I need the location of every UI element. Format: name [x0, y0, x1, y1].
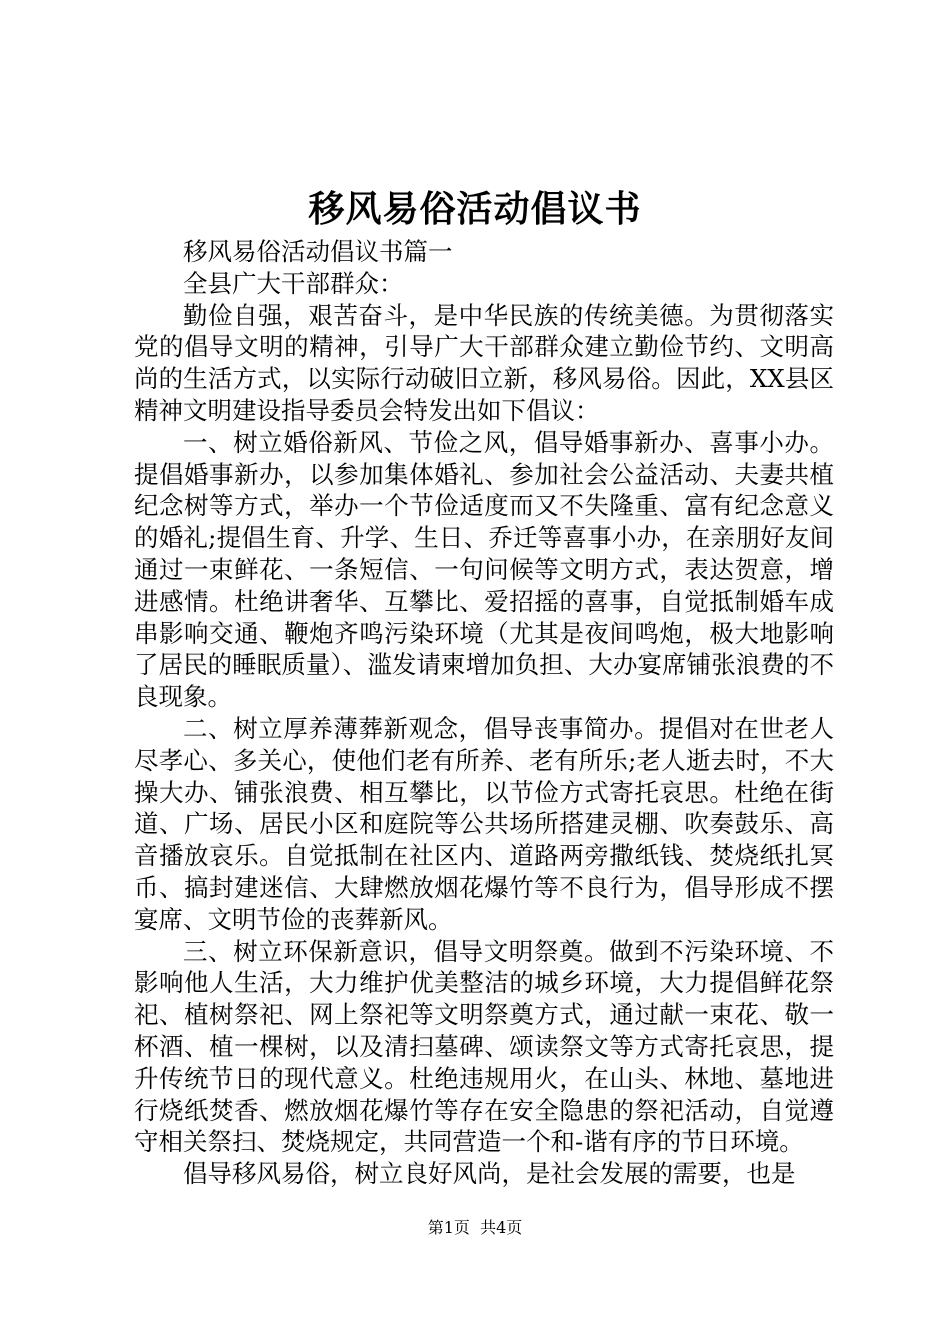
paragraph-intro: 勤俭自强，艰苦奋斗，是中华民族的传统美德。为贯彻落实党的倡导文明的精神，引导广大干部群众建立勤俭节约、文明高尚的生活方式，以实际行动破旧立新，移风易俗。因此，XX县区精神文明建设指导委员会特发出如下倡议： — [134, 300, 834, 425]
paragraph-salutation: 全县广大干部群众： — [183, 268, 404, 298]
page-footer — [0, 1218, 950, 1238]
paragraph-item-3: 三、树立环保新意识，倡导文明祭奠。做到不污染环境、不影响他人生活，大力维护优美整洁的城乡环境，大力提倡鲜花祭祀、植树祭祀、网上祭祀等文明祭奠方式，通过献一束花、敬一杯酒、植一棵树，以及清扫墓碑、颂读祭文等方式寄托哀思，提升传统节日的现代意义。杜绝违规用火，在山头、林地、墓地进行烧纸焚香、燃放烟花爆竹等存在安全隐患的祭祀活动，自觉遵守相关祭扫、焚烧规定，共同营造一个和-谐有序的节日环境。 — [134, 936, 834, 1157]
paragraph-item-2: 二、树立厚养薄葬新观念，倡导丧事简办。提倡对在世老人尽孝心、多关心，使他们老有所养、老有所乐;老人逝去时，不大操大办、铺张浪费、相互攀比，以节俭方式寄托哀思。杜绝在街道、广场、居民小区和庭院等公共场所搭建灵棚、吹奏鼓乐、高音播放哀乐。自觉抵制在社区内、道路两旁撒纸钱、焚烧纸扎冥币、搞封建迷信、大肆燃放烟花爆竹等不良行为，倡导形成不摆宴席、文明节俭的丧葬新风。 — [134, 713, 834, 934]
document-title: 移风易俗活动倡议书 — [308, 188, 642, 230]
paragraph-subtitle: 移风易俗活动倡议书篇一 — [183, 237, 453, 266]
paragraph-closing: 倡导移风易俗，树立良好风尚，是社会发展的需要，也是 — [183, 1159, 796, 1189]
document-body — [134, 236, 834, 1190]
page-number: 第1页 共4页 — [427, 1218, 523, 1237]
paragraph-item-1: 一、树立婚俗新风、节俭之风，倡导婚事新办、喜事小办。提倡婚事新办，以参加集体婚礼、参加社会公益活动、夫妻共植纪念树等方式，举办一个节俭适度而又不失隆重、富有纪念意义的婚礼;提倡生育、升学、生日、乔迁等喜事小办，在亲朋好友间通过一束鲜花、一条短信、一句问候等文明方式，表达贺意，增进感情。杜绝讲奢华、互攀比、爱招摇的喜事，自觉抵制婚车成串影响交通、鞭炮齐鸣污染环境（尤其是夜间鸣炮，极大地影响了居民的睡眠质量）、滥发请柬增加负担、大办宴席铺张浪费的不良现象。 — [134, 427, 834, 712]
